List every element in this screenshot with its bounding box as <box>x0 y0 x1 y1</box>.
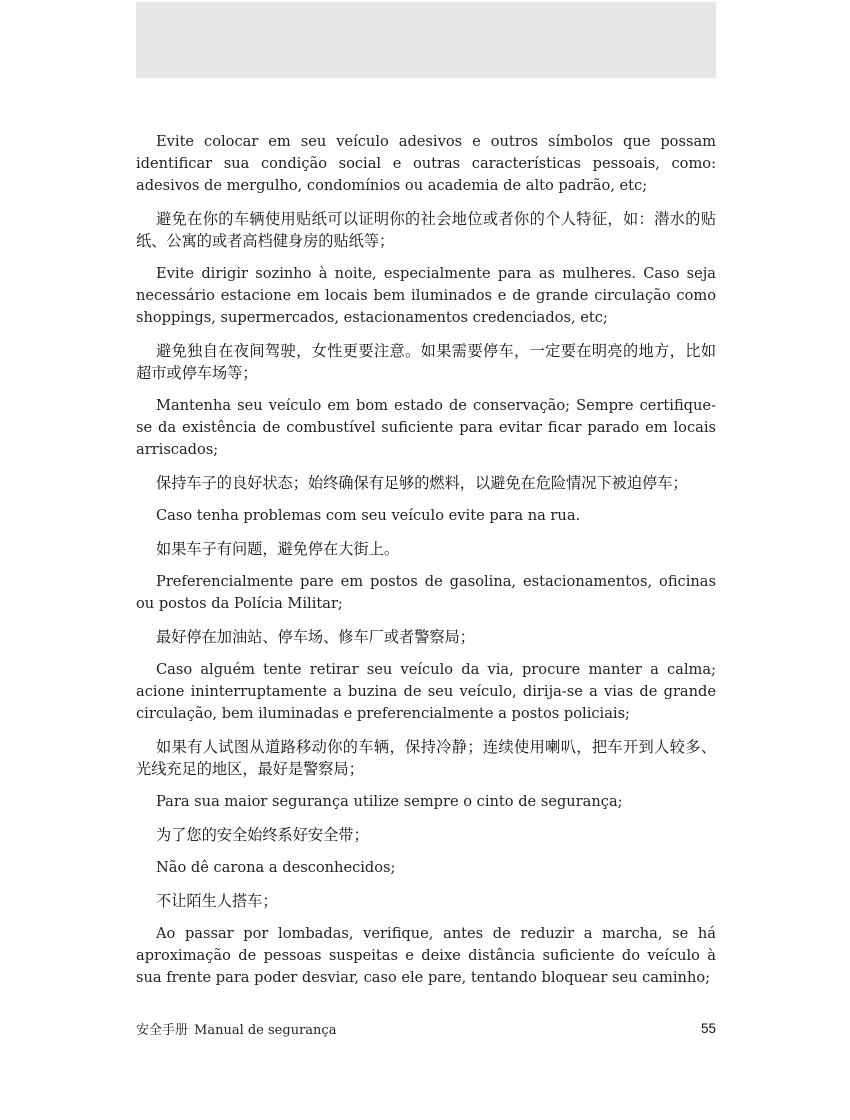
paragraph-pt: Não dê carona a desconhecidos; <box>156 859 396 876</box>
paragraph-zh: 避免在你的车辆使用贴纸可以证明你的社会地位或者你的个人特征，如：潜水的贴纸、公寓的或者高档健身房的贴纸等； <box>136 210 716 250</box>
page-number: 55 <box>700 1021 716 1036</box>
paragraph-pt: Evite colocar em seu veículo adesivos e outros símbolos que possam identificar sua condição social e outras características pessoais, como: adesivos de mergulho, condomínios ou academia de alto padrão, etc; <box>136 133 716 194</box>
paragraph-zh: 如果有人试图从道路移动你的车辆，保持冷静；连续使用喇叭，把车开到人较多、光线充足的地区，最好是警察局； <box>136 738 716 778</box>
paragraph-pt: Para sua maior segurança utilize sempre o cinto de segurança; <box>156 793 623 810</box>
page-footer <box>136 1019 716 1041</box>
paragraph-zh: 为了您的安全始终系好安全带； <box>156 826 369 844</box>
paragraph-pt: Preferencialmente pare em postos de gasolina, estacionamentos, oficinas ou postos da Polícia Militar; <box>136 573 716 612</box>
header-band <box>136 2 716 78</box>
paragraph-pt: Mantenha seu veículo em bom estado de conservação; Sempre certifique-se da existência de combustível suficiente para evitar ficar parado em locais arriscados; <box>136 397 716 458</box>
footer-title-pt: Manual de segurança <box>194 1023 337 1038</box>
footer-title <box>136 1019 336 1038</box>
footer-title-zh: 安全手册 <box>136 1023 189 1038</box>
paragraph-zh: 不让陌生人搭车； <box>156 892 278 910</box>
document-body <box>136 131 716 1000</box>
paragraph-pt: Caso tenha problemas com seu veículo evite para na rua. <box>156 507 581 524</box>
paragraph-zh: 保持车子的良好状态；始终确保有足够的燃料，以避免在危险情况下被迫停车； <box>156 474 688 492</box>
paragraph-pt: Evite dirigir sozinho à noite, especialmente para as mulheres. Caso seja necessário estacione em locais bem iluminados e de grande circulação como shoppings, supermercados, estacionamentos credenciados, etc; <box>136 265 716 326</box>
paragraph-pt: Caso alguém tente retirar seu veículo da via, procure manter a calma; acione ininterruptamente a buzina de seu veículo, dirija-se a vias de grande circulação, bem iluminadas e preferencialmente a postos policiais; <box>136 661 716 722</box>
paragraph-zh: 避免独自在夜间驾驶，女性更要注意。如果需要停车，一定要在明亮的地方，比如超市或停车场等； <box>136 342 716 382</box>
paragraph-zh: 最好停在加油站、停车场、修车厂或者警察局； <box>156 628 475 646</box>
paragraph-zh: 如果车子有问题，避免停在大街上。 <box>156 540 399 558</box>
paragraph-pt: Ao passar por lombadas, verifique, antes de reduzir a marcha, se há aproximação de pessoas suspeitas e deixe distância suficiente do veículo à sua frente para poder desviar, caso ele pare, tentando bloquear seu caminho; <box>136 925 716 986</box>
